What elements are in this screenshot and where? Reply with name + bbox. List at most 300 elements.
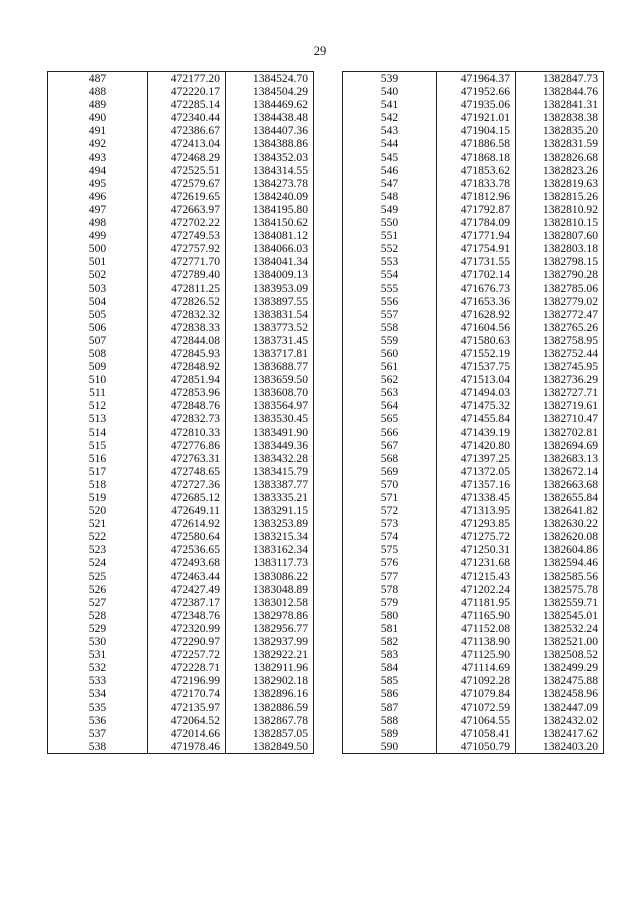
- point-id-cell: 533: [48, 674, 148, 687]
- table-row: [343, 282, 604, 295]
- table-row: [48, 740, 314, 754]
- x-coordinate-cell: 472290.97: [148, 635, 226, 648]
- point-id-cell: 576: [343, 556, 437, 569]
- y-coordinate-cell: 1383449.36: [226, 439, 314, 452]
- y-coordinate-cell: 1382641.82: [516, 504, 604, 517]
- x-coordinate-cell: 471513.04: [437, 373, 516, 386]
- table-row: [343, 517, 604, 530]
- x-coordinate-cell: 471357.16: [437, 478, 516, 491]
- point-id-cell: 496: [48, 190, 148, 203]
- x-coordinate-cell: 472579.67: [148, 177, 226, 190]
- x-coordinate-cell: 472386.67: [148, 124, 226, 137]
- x-coordinate-cell: 471372.05: [437, 465, 516, 478]
- table-row: [48, 570, 314, 583]
- table-row: [48, 242, 314, 255]
- x-coordinate-cell: 472853.96: [148, 386, 226, 399]
- x-coordinate-cell: 472320.99: [148, 622, 226, 635]
- y-coordinate-cell: 1384081.12: [226, 229, 314, 242]
- y-coordinate-cell: 1383291.15: [226, 504, 314, 517]
- point-id-cell: 581: [343, 622, 437, 635]
- x-coordinate-cell: 472757.92: [148, 242, 226, 255]
- x-coordinate-cell: 472014.66: [148, 727, 226, 740]
- x-coordinate-cell: 471058.41: [437, 727, 516, 740]
- table-row: [343, 72, 604, 86]
- table-row: [343, 321, 604, 334]
- table-row: [343, 203, 604, 216]
- point-id-cell: 509: [48, 360, 148, 373]
- y-coordinate-cell: 1382810.15: [516, 216, 604, 229]
- table-row: [48, 714, 314, 727]
- table-row: [48, 295, 314, 308]
- y-coordinate-cell: 1382835.20: [516, 124, 604, 137]
- x-coordinate-cell: 472619.65: [148, 190, 226, 203]
- x-coordinate-cell: 471215.43: [437, 570, 516, 583]
- point-id-cell: 535: [48, 701, 148, 714]
- x-coordinate-cell: 472536.65: [148, 543, 226, 556]
- x-coordinate-cell: 471072.59: [437, 701, 516, 714]
- table-row: [343, 386, 604, 399]
- x-coordinate-cell: 472064.52: [148, 714, 226, 727]
- y-coordinate-cell: 1383086.22: [226, 570, 314, 583]
- x-coordinate-cell: 472771.70: [148, 255, 226, 268]
- point-id-cell: 573: [343, 517, 437, 530]
- table-row: [343, 701, 604, 714]
- y-coordinate-cell: 1383731.45: [226, 334, 314, 347]
- table-row: [48, 635, 314, 648]
- table-row: [343, 674, 604, 687]
- table-row: [48, 98, 314, 111]
- x-coordinate-cell: 471231.68: [437, 556, 516, 569]
- x-coordinate-cell: 471784.09: [437, 216, 516, 229]
- table-row: [343, 229, 604, 242]
- y-coordinate-cell: 1384407.36: [226, 124, 314, 137]
- y-coordinate-cell: 1383773.52: [226, 321, 314, 334]
- point-id-cell: 574: [343, 530, 437, 543]
- table-row: [48, 164, 314, 177]
- point-id-cell: 500: [48, 242, 148, 255]
- x-coordinate-cell: 472463.44: [148, 570, 226, 583]
- x-coordinate-cell: 472257.72: [148, 648, 226, 661]
- y-coordinate-cell: 1383491.90: [226, 426, 314, 439]
- y-coordinate-cell: 1382594.46: [516, 556, 604, 569]
- x-coordinate-cell: 472832.73: [148, 412, 226, 425]
- y-coordinate-cell: 1384009.13: [226, 268, 314, 281]
- table-row: [48, 556, 314, 569]
- point-id-cell: 550: [343, 216, 437, 229]
- x-coordinate-cell: 471079.84: [437, 687, 516, 700]
- point-id-cell: 534: [48, 687, 148, 700]
- point-id-cell: 501: [48, 255, 148, 268]
- x-coordinate-cell: 472845.93: [148, 347, 226, 360]
- x-coordinate-cell: 471952.66: [437, 85, 516, 98]
- x-coordinate-cell: 471050.79: [437, 740, 516, 754]
- x-coordinate-cell: 472580.64: [148, 530, 226, 543]
- y-coordinate-cell: 1382790.28: [516, 268, 604, 281]
- x-coordinate-cell: 472525.51: [148, 164, 226, 177]
- y-coordinate-cell: 1382810.92: [516, 203, 604, 216]
- table-row: [48, 360, 314, 373]
- y-coordinate-cell: 1384240.09: [226, 190, 314, 203]
- table-row: [48, 72, 314, 86]
- y-coordinate-cell: 1382867.78: [226, 714, 314, 727]
- table-row: [343, 373, 604, 386]
- point-id-cell: 584: [343, 661, 437, 674]
- y-coordinate-cell: 1382956.77: [226, 622, 314, 635]
- coordinate-table-right: [342, 71, 604, 754]
- y-coordinate-cell: 1382847.73: [516, 72, 604, 86]
- y-coordinate-cell: 1383162.34: [226, 543, 314, 556]
- x-coordinate-cell: 471904.15: [437, 124, 516, 137]
- point-id-cell: 554: [343, 268, 437, 281]
- table-row: [343, 583, 604, 596]
- x-coordinate-cell: 471868.18: [437, 151, 516, 164]
- y-coordinate-cell: 1384352.03: [226, 151, 314, 164]
- point-id-cell: 505: [48, 308, 148, 321]
- y-coordinate-cell: 1382458.96: [516, 687, 604, 700]
- table-row: [343, 334, 604, 347]
- y-coordinate-cell: 1384438.48: [226, 111, 314, 124]
- point-id-cell: 557: [343, 308, 437, 321]
- y-coordinate-cell: 1383117.73: [226, 556, 314, 569]
- coordinate-table-left: [47, 71, 314, 754]
- y-coordinate-cell: 1383432.28: [226, 452, 314, 465]
- y-coordinate-cell: 1382798.15: [516, 255, 604, 268]
- y-coordinate-cell: 1382710.47: [516, 412, 604, 425]
- y-coordinate-cell: 1382841.31: [516, 98, 604, 111]
- table-row: [343, 399, 604, 412]
- x-coordinate-cell: 472789.40: [148, 268, 226, 281]
- point-id-cell: 530: [48, 635, 148, 648]
- point-id-cell: 590: [343, 740, 437, 754]
- x-coordinate-cell: 471293.85: [437, 517, 516, 530]
- table-body: [48, 72, 314, 754]
- y-coordinate-cell: 1382694.69: [516, 439, 604, 452]
- x-coordinate-cell: 471397.25: [437, 452, 516, 465]
- y-coordinate-cell: 1382508.52: [516, 648, 604, 661]
- table-row: [48, 504, 314, 517]
- point-id-cell: 531: [48, 648, 148, 661]
- y-coordinate-cell: 1382772.47: [516, 308, 604, 321]
- table-row: [343, 543, 604, 556]
- point-id-cell: 510: [48, 373, 148, 386]
- point-id-cell: 523: [48, 543, 148, 556]
- point-id-cell: 585: [343, 674, 437, 687]
- y-coordinate-cell: 1384066.03: [226, 242, 314, 255]
- y-coordinate-cell: 1382727.71: [516, 386, 604, 399]
- table-row: [48, 399, 314, 412]
- y-coordinate-cell: 1383530.45: [226, 412, 314, 425]
- x-coordinate-cell: 472468.29: [148, 151, 226, 164]
- table-row: [343, 360, 604, 373]
- x-coordinate-cell: 472826.52: [148, 295, 226, 308]
- y-coordinate-cell: 1382663.68: [516, 478, 604, 491]
- table-row: [48, 216, 314, 229]
- y-coordinate-cell: 1384314.55: [226, 164, 314, 177]
- y-coordinate-cell: 1382417.62: [516, 727, 604, 740]
- y-coordinate-cell: 1383953.09: [226, 282, 314, 295]
- table-body: [343, 72, 604, 754]
- table-row: [343, 635, 604, 648]
- table-row: [48, 583, 314, 596]
- point-id-cell: 578: [343, 583, 437, 596]
- x-coordinate-cell: 471628.92: [437, 308, 516, 321]
- table-row: [343, 177, 604, 190]
- x-coordinate-cell: 471338.45: [437, 491, 516, 504]
- table-row: [343, 530, 604, 543]
- y-coordinate-cell: 1382702.81: [516, 426, 604, 439]
- y-coordinate-cell: 1382849.50: [226, 740, 314, 754]
- x-coordinate-cell: 471420.80: [437, 439, 516, 452]
- table-row: [48, 268, 314, 281]
- x-coordinate-cell: 471702.14: [437, 268, 516, 281]
- x-coordinate-cell: 471580.63: [437, 334, 516, 347]
- x-coordinate-cell: 472702.22: [148, 216, 226, 229]
- x-coordinate-cell: 472851.94: [148, 373, 226, 386]
- point-id-cell: 489: [48, 98, 148, 111]
- x-coordinate-cell: 472727.36: [148, 478, 226, 491]
- x-coordinate-cell: 471964.37: [437, 72, 516, 86]
- table-row: [343, 648, 604, 661]
- table-row: [343, 85, 604, 98]
- x-coordinate-cell: 471833.78: [437, 177, 516, 190]
- point-id-cell: 517: [48, 465, 148, 478]
- point-id-cell: 497: [48, 203, 148, 216]
- y-coordinate-cell: 1383048.89: [226, 583, 314, 596]
- table-row: [48, 491, 314, 504]
- point-id-cell: 515: [48, 439, 148, 452]
- point-id-cell: 555: [343, 282, 437, 295]
- table-row: [48, 190, 314, 203]
- point-id-cell: 512: [48, 399, 148, 412]
- table-row: [343, 242, 604, 255]
- table-row: [343, 727, 604, 740]
- x-coordinate-cell: 471886.58: [437, 137, 516, 150]
- table-row: [343, 124, 604, 137]
- point-id-cell: 556: [343, 295, 437, 308]
- point-id-cell: 571: [343, 491, 437, 504]
- table-row: [343, 740, 604, 754]
- x-coordinate-cell: 471138.90: [437, 635, 516, 648]
- point-id-cell: 503: [48, 282, 148, 295]
- x-coordinate-cell: 472348.76: [148, 609, 226, 622]
- point-id-cell: 568: [343, 452, 437, 465]
- x-coordinate-cell: 471475.32: [437, 399, 516, 412]
- y-coordinate-cell: 1382911.96: [226, 661, 314, 674]
- x-coordinate-cell: 471537.75: [437, 360, 516, 373]
- point-id-cell: 506: [48, 321, 148, 334]
- x-coordinate-cell: 471812.96: [437, 190, 516, 203]
- y-coordinate-cell: 1382575.78: [516, 583, 604, 596]
- y-coordinate-cell: 1382719.61: [516, 399, 604, 412]
- point-id-cell: 567: [343, 439, 437, 452]
- point-id-cell: 542: [343, 111, 437, 124]
- x-coordinate-cell: 471064.55: [437, 714, 516, 727]
- table-row: [343, 609, 604, 622]
- table-row: [48, 687, 314, 700]
- point-id-cell: 539: [343, 72, 437, 86]
- x-coordinate-cell: 472749.53: [148, 229, 226, 242]
- point-id-cell: 549: [343, 203, 437, 216]
- table-row: [343, 190, 604, 203]
- table-row: [48, 177, 314, 190]
- table-row: [48, 596, 314, 609]
- point-id-cell: 583: [343, 648, 437, 661]
- point-id-cell: 569: [343, 465, 437, 478]
- point-id-cell: 525: [48, 570, 148, 583]
- point-id-cell: 519: [48, 491, 148, 504]
- x-coordinate-cell: 471853.62: [437, 164, 516, 177]
- y-coordinate-cell: 1382545.01: [516, 609, 604, 622]
- y-coordinate-cell: 1382683.13: [516, 452, 604, 465]
- x-coordinate-cell: 471653.36: [437, 295, 516, 308]
- y-coordinate-cell: 1383253.89: [226, 517, 314, 530]
- y-coordinate-cell: 1382432.02: [516, 714, 604, 727]
- table-row: [48, 674, 314, 687]
- x-coordinate-cell: 471455.84: [437, 412, 516, 425]
- table-row: [48, 727, 314, 740]
- point-id-cell: 541: [343, 98, 437, 111]
- x-coordinate-cell: 472810.33: [148, 426, 226, 439]
- x-coordinate-cell: 471275.72: [437, 530, 516, 543]
- y-coordinate-cell: 1382815.26: [516, 190, 604, 203]
- y-coordinate-cell: 1382803.18: [516, 242, 604, 255]
- x-coordinate-cell: 472220.17: [148, 85, 226, 98]
- x-coordinate-cell: 472340.44: [148, 111, 226, 124]
- point-id-cell: 545: [343, 151, 437, 164]
- y-coordinate-cell: 1382745.95: [516, 360, 604, 373]
- y-coordinate-cell: 1382831.59: [516, 137, 604, 150]
- table-row: [48, 648, 314, 661]
- y-coordinate-cell: 1382655.84: [516, 491, 604, 504]
- point-id-cell: 582: [343, 635, 437, 648]
- table-row: [48, 478, 314, 491]
- x-coordinate-cell: 472649.11: [148, 504, 226, 517]
- table-row: [48, 609, 314, 622]
- table-row: [48, 85, 314, 98]
- x-coordinate-cell: 472811.25: [148, 282, 226, 295]
- table-row: [48, 229, 314, 242]
- table-row: [343, 504, 604, 517]
- y-coordinate-cell: 1382886.59: [226, 701, 314, 714]
- point-id-cell: 575: [343, 543, 437, 556]
- x-coordinate-cell: 471676.73: [437, 282, 516, 295]
- point-id-cell: 504: [48, 295, 148, 308]
- x-coordinate-cell: 472614.92: [148, 517, 226, 530]
- table-row: [343, 491, 604, 504]
- point-id-cell: 499: [48, 229, 148, 242]
- x-coordinate-cell: 472196.99: [148, 674, 226, 687]
- point-id-cell: 565: [343, 412, 437, 425]
- x-coordinate-cell: 471181.95: [437, 596, 516, 609]
- point-id-cell: 524: [48, 556, 148, 569]
- table-row: [48, 334, 314, 347]
- y-coordinate-cell: 1383608.70: [226, 386, 314, 399]
- x-coordinate-cell: 472493.68: [148, 556, 226, 569]
- y-coordinate-cell: 1382620.08: [516, 530, 604, 543]
- y-coordinate-cell: 1383387.77: [226, 478, 314, 491]
- table-row: [343, 714, 604, 727]
- point-id-cell: 537: [48, 727, 148, 740]
- x-coordinate-cell: 472285.14: [148, 98, 226, 111]
- point-id-cell: 516: [48, 452, 148, 465]
- table-row: [343, 661, 604, 674]
- y-coordinate-cell: 1384195.80: [226, 203, 314, 216]
- point-id-cell: 562: [343, 373, 437, 386]
- table-row: [48, 203, 314, 216]
- y-coordinate-cell: 1384524.70: [226, 72, 314, 86]
- table-row: [48, 465, 314, 478]
- point-id-cell: 561: [343, 360, 437, 373]
- point-id-cell: 492: [48, 137, 148, 150]
- x-coordinate-cell: 471313.95: [437, 504, 516, 517]
- table-row: [343, 164, 604, 177]
- point-id-cell: 587: [343, 701, 437, 714]
- table-row: [48, 426, 314, 439]
- y-coordinate-cell: 1383659.50: [226, 373, 314, 386]
- x-coordinate-cell: 472776.86: [148, 439, 226, 452]
- x-coordinate-cell: 471165.90: [437, 609, 516, 622]
- table-row: [48, 661, 314, 674]
- point-id-cell: 579: [343, 596, 437, 609]
- y-coordinate-cell: 1382838.38: [516, 111, 604, 124]
- x-coordinate-cell: 472832.32: [148, 308, 226, 321]
- point-id-cell: 558: [343, 321, 437, 334]
- point-id-cell: 532: [48, 661, 148, 674]
- y-coordinate-cell: 1382585.56: [516, 570, 604, 583]
- point-id-cell: 514: [48, 426, 148, 439]
- table-row: [343, 596, 604, 609]
- x-coordinate-cell: 472838.33: [148, 321, 226, 334]
- y-coordinate-cell: 1384469.62: [226, 98, 314, 111]
- table-row: [48, 255, 314, 268]
- table-row: [48, 543, 314, 556]
- point-id-cell: 570: [343, 478, 437, 491]
- x-coordinate-cell: 472848.92: [148, 360, 226, 373]
- table-row: [343, 570, 604, 583]
- y-coordinate-cell: 1384041.34: [226, 255, 314, 268]
- y-coordinate-cell: 1382857.05: [226, 727, 314, 740]
- table-row: [343, 151, 604, 164]
- y-coordinate-cell: 1382521.00: [516, 635, 604, 648]
- x-coordinate-cell: 472763.31: [148, 452, 226, 465]
- table-row: [48, 386, 314, 399]
- y-coordinate-cell: 1382475.88: [516, 674, 604, 687]
- table-row: [343, 412, 604, 425]
- x-coordinate-cell: 471250.31: [437, 543, 516, 556]
- x-coordinate-cell: 472663.97: [148, 203, 226, 216]
- point-id-cell: 520: [48, 504, 148, 517]
- x-coordinate-cell: 471771.94: [437, 229, 516, 242]
- y-coordinate-cell: 1383564.97: [226, 399, 314, 412]
- x-coordinate-cell: 472177.20: [148, 72, 226, 86]
- table-row: [48, 321, 314, 334]
- table-row: [343, 478, 604, 491]
- point-id-cell: 521: [48, 517, 148, 530]
- point-id-cell: 498: [48, 216, 148, 229]
- x-coordinate-cell: 471114.69: [437, 661, 516, 674]
- table-row: [48, 701, 314, 714]
- y-coordinate-cell: 1382630.22: [516, 517, 604, 530]
- x-coordinate-cell: 472685.12: [148, 491, 226, 504]
- table-row: [48, 282, 314, 295]
- y-coordinate-cell: 1382819.63: [516, 177, 604, 190]
- x-coordinate-cell: 471552.19: [437, 347, 516, 360]
- point-id-cell: 502: [48, 268, 148, 281]
- point-id-cell: 546: [343, 164, 437, 177]
- table-row: [343, 295, 604, 308]
- x-coordinate-cell: 472135.97: [148, 701, 226, 714]
- y-coordinate-cell: 1382758.95: [516, 334, 604, 347]
